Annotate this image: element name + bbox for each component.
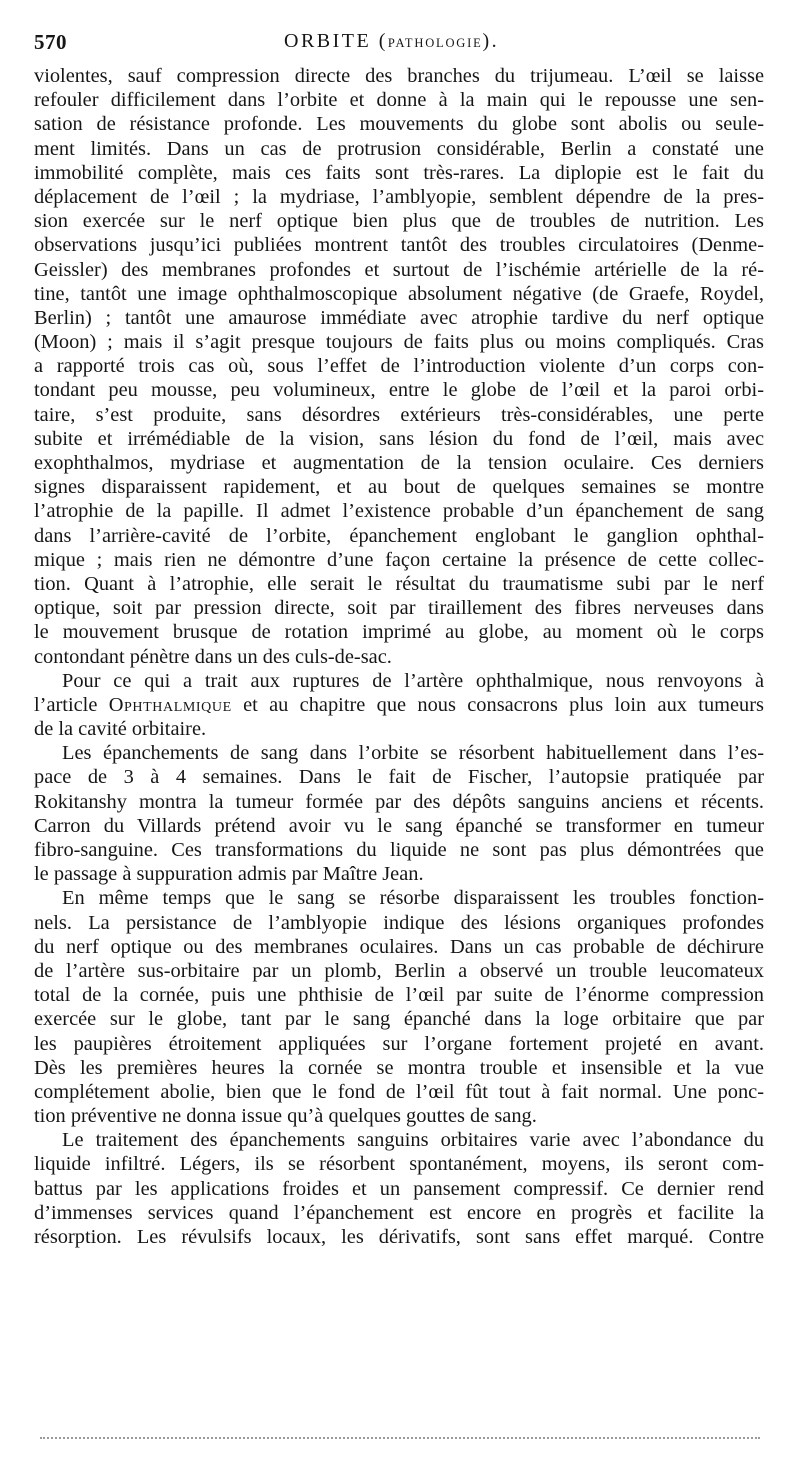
text-line: exophthalmos, mydriase et augmentation de la tension oculaire. Ces derniers [34, 452, 764, 474]
text-line: taire, s’est produite, sans désordres extérieurs très-considérables, une perte [34, 403, 764, 426]
text-line: d’immenses services quand l’épanchement est encore en progrès et facilite la [34, 1201, 764, 1224]
text-segment: l’article [34, 693, 109, 716]
text-line: les paupières étroitement appliquées sur l’organe fortement projeté en avant. [34, 1032, 764, 1055]
text-line: refouler difficilement dans l’orbite et donne à la main qui le repousse une sen- [34, 89, 764, 112]
text-line: le passage à suppuration admis par Maître Jean. [34, 863, 424, 886]
text-line: tine, tantôt une image ophthalmoscopique absolument négative (de Graefe, Roydel, [34, 282, 764, 305]
text-line: de l’artère sus-orbitaire par un plomb, Berlin a observé un trouble leucomateux [34, 959, 764, 982]
text-line: mique ; mais rien ne démontre d’une façon certaine la présence de cette collec- [34, 548, 764, 571]
text-line: tondant peu mousse, peu volumineux, entre le globe de l’œil et la paroi orbi- [34, 379, 764, 402]
text-line: violentes, sauf compression directe des branches du trijumeau. L’œil se laisse [34, 65, 764, 87]
article-reference: Ophthalmique [108, 693, 232, 716]
text-line: dans l’arrière-cavité de l’orbite, épanchement englobant le ganglion ophthal- [34, 524, 764, 547]
text-line: liquide infiltré. Légers, ils se résorbent spontanément, moyens, ils seront com- [34, 1153, 764, 1176]
text-line: subite et irrémédiable de la vision, sans lésion du fond de l’œil, mais avec [34, 427, 764, 450]
text-line: Carron du Villards prétend avoir vu le sang épanché se transformer en tumeur [34, 814, 764, 837]
text-line: signes disparaissent rapidement, et au bout de quelques semaines se montre [34, 476, 764, 499]
running-title-open: ( [371, 30, 388, 52]
text-line: immobilité complète, mais ces faits sont très-rares. La diplopie est le fait du [34, 161, 764, 184]
running-title [284, 30, 499, 53]
body-text [34, 64, 764, 1249]
running-title-close: ). [482, 30, 500, 52]
text-line: exercée sur le globe, tant par le sang épanché dans la loge orbitaire que par [34, 1008, 764, 1031]
text-line: contondant pénètre dans un des culs-de-sac. [34, 645, 392, 668]
text-line: tion. Quant à l’atrophie, elle serait le résultat du traumatisme subi par le nerf [34, 572, 764, 595]
running-head [34, 30, 760, 58]
text-line: observations jusqu’ici publiées montrent tantôt des troubles circulatoires (Denme- [34, 234, 764, 257]
running-title-sub: PATHOLOGIE [387, 36, 483, 50]
text-line: sion exercée sur le nerf optique bien plus que de troubles de nutrition. Les [34, 210, 764, 233]
text-line: optique, soit par pression directe, soit par tiraillement des fibres nerveuses dans [34, 597, 764, 620]
text-line: nels. La persistance de l’amblyopie indique des lésions organiques profondes [34, 911, 764, 934]
text-line: le mouvement brusque de rotation imprimé au globe, au moment où le corps [34, 621, 764, 644]
text-line: ment limités. Dans un cas de protrusion considérable, Berlin a constaté une [34, 137, 764, 160]
text-line [34, 693, 764, 717]
text-line: du nerf optique ou des membranes oculaires. Dans un cas probable de déchirure [34, 935, 764, 958]
text-line: complétement abolie, bien que le fond de l’œil fût tout à fait normal. Une ponc- [34, 1080, 764, 1103]
page-number: 570 [34, 30, 67, 54]
text-line: a rapporté trois cas où, sous l’effet de l’introduction violente d’un corps con- [34, 355, 764, 378]
paragraph-first-line: Le traitement des épanchements sanguins orbitaires varie avec l’abondance du [62, 1129, 764, 1152]
text-line: fibro-sanguine. Ces transformations du liquide ne sont pas plus démontrées que [34, 839, 764, 861]
text-line: Geissler) des membranes profondes et surtout de l’ischémie artérielle de la ré- [34, 258, 764, 281]
paragraph-first-line: Les épanchements de sang dans l’orbite se résorbent habituellement dans l’es- [62, 742, 764, 765]
text-line: déplacement de l’œil ; la mydriase, l’amblyopie, semblent dépendre de la pres- [34, 185, 764, 208]
text-line: de la cavité orbitaire. [34, 718, 207, 741]
text-line: pace de 3 à 4 semaines. Dans le fait de Fischer, l’autopsie pratiquée par [34, 766, 764, 789]
text-line: Dès les premières heures la cornée se montra trouble et insensible et la vue [34, 1056, 764, 1079]
text-line: (Moon) ; mais il s’agit presque toujours de faits plus ou moins compliqués. Cras [34, 331, 764, 354]
text-line: l’atrophie de la papille. Il admet l’existence probable d’un épanchement de sang [34, 500, 764, 523]
paragraph-first-line: Pour ce qui a trait aux ruptures de l’artère ophthalmique, nous renvoyons à [62, 669, 764, 692]
text-line: total de la cornée, puis une phthisie de l’œil par suite de l’énorme compression [34, 984, 764, 1007]
running-title-main: ORBITE [284, 30, 372, 52]
text-line: tion préventive ne donna issue qu’à quelques gouttes de sang. [34, 1105, 537, 1128]
text-line: Berlin) ; tantôt une amaurose immédiate avec atrophie tardive du nerf optique [34, 306, 764, 329]
text-segment: et au chapitre que nous consacrons plus loin aux tumeurs [231, 693, 764, 716]
text-line: Rokitanshy montra la tumeur formée par des dépôts sanguins anciens et récents. [34, 790, 764, 813]
text-line: résorption. Les révulsifs locaux, les dérivatifs, sont sans effet marqué. Contre [34, 1226, 764, 1248]
footer-rule [40, 1437, 760, 1439]
text-line: battus par les applications froides et un pansement compressif. Ce dernier rend [34, 1177, 764, 1200]
text-line: sation de résistance profonde. Les mouvements du globe sont abolis ou seule- [34, 113, 764, 136]
paragraph-first-line: En même temps que le sang se résorbe disparaissent les troubles fonction- [62, 887, 764, 910]
